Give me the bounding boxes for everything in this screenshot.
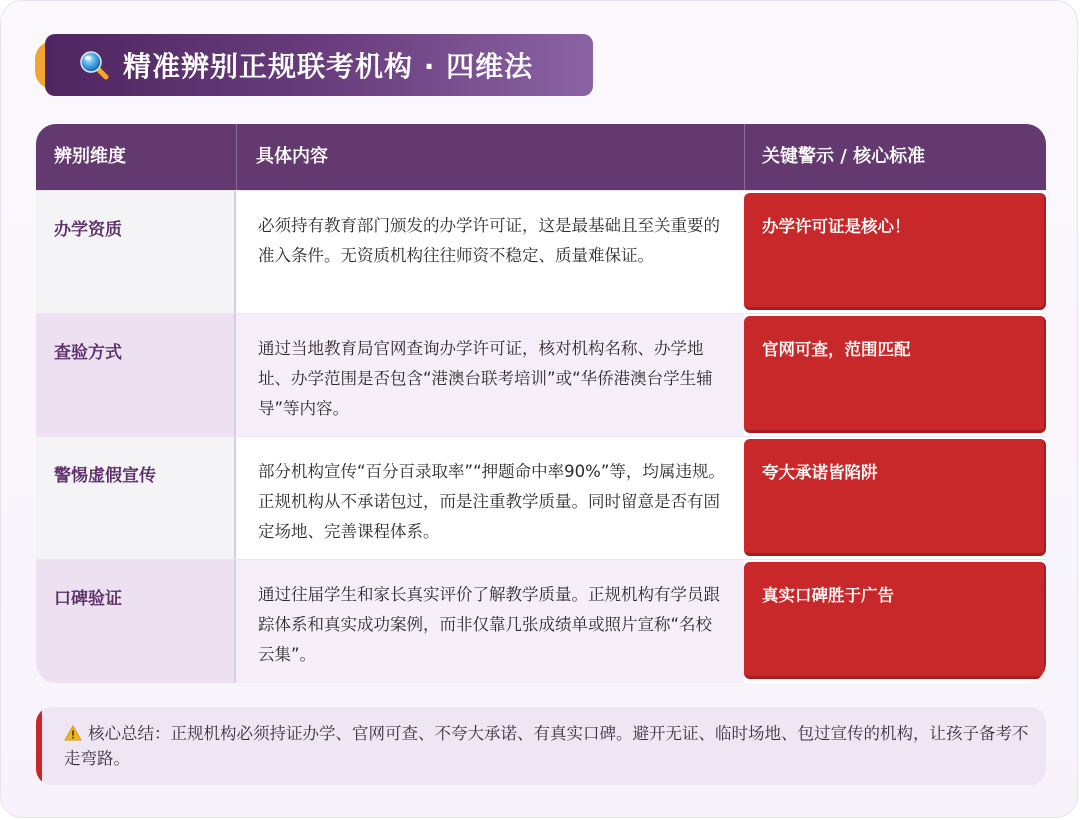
summary-text: 核心总结：正规机构必须持证办学、官网可查、不夸大承诺、有真实口碑。避开无证、临时场地、包过宣传的机构，让孩子备考不走弯路。: [64, 724, 1029, 768]
table-row: [36, 313, 1046, 436]
warning-text: 夸大承诺皆陷阱: [762, 463, 878, 482]
comparison-table: [36, 124, 1046, 683]
content-text: 部分机构宣传“百分百录取率”“押题命中率90%”等，均属违规。正规机构从不承诺包过，而是注重教学质量。同时留意是否有固定场地、完善课程体系。: [258, 462, 725, 541]
warning-text: 官网可查，范围匹配: [762, 340, 911, 359]
dimension-cell: [36, 560, 236, 683]
header-divider: [236, 124, 237, 190]
header-warning: 关键警示 / 核心标准: [762, 146, 926, 167]
warning-triangle-icon: [64, 723, 82, 739]
warning-box: [744, 316, 1046, 433]
dimension-cell: [36, 191, 236, 313]
header-dimension: 辨别维度: [54, 146, 126, 167]
summary-callout: [36, 707, 1046, 785]
content-cell: [236, 191, 744, 313]
content-text: 必须持有教育部门颁发的办学许可证，这是最基础且至关重要的准入条件。无资质机构往往师资不稳定、质量难保证。: [258, 216, 720, 265]
dimension-cell: [36, 437, 236, 559]
content-text: 通过当地教育局官网查询办学许可证，核对机构名称、办学地址、办学范围是否包含“港澳台联考培训”或“华侨港澳台学生辅导”等内容。: [258, 339, 713, 418]
content-cell: [236, 314, 744, 436]
summary-accent-bar: [36, 707, 42, 785]
dimension-label: 口碑验证: [54, 589, 122, 609]
dimension-label: 办学资质: [54, 220, 122, 240]
header-divider: [744, 124, 745, 190]
dimension-label: 查验方式: [54, 343, 122, 363]
dimension-label: 警惕虚假宣传: [54, 466, 156, 486]
page-title: 精准辨别正规联考机构 · 四维法: [123, 50, 534, 83]
table-row: [36, 436, 1046, 559]
warning-text: 真实口碑胜于广告: [762, 586, 894, 605]
warning-box: [744, 439, 1046, 556]
summary-body: [64, 721, 1034, 771]
dimension-cell: [36, 314, 236, 436]
warning-box: [744, 562, 1046, 679]
content-cell: [236, 437, 744, 559]
table-row: [36, 559, 1046, 683]
title-banner: [45, 34, 593, 96]
content-text: 通过往届学生和家长真实评价了解教学质量。正规机构有学员跟踪体系和真实成功案例，而非仅靠几张成绩单或照片宣称“名校云集”。: [258, 585, 720, 664]
table-header: [36, 124, 1046, 190]
warning-box: [744, 193, 1046, 310]
warning-text: 办学许可证是核心！: [762, 217, 911, 236]
content-cell: [236, 560, 744, 683]
magnifier-icon: [79, 50, 109, 80]
header-content: 具体内容: [256, 146, 328, 167]
table-row: [36, 190, 1046, 313]
